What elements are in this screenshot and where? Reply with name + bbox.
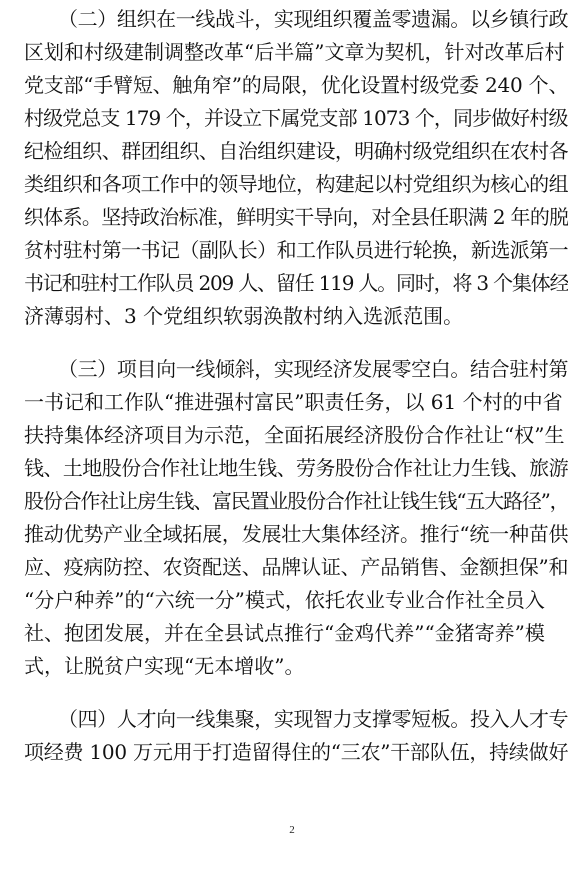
text-line: 式，让脱贫户实现“无本增收”。 (24, 654, 305, 678)
page-number: 2 (289, 824, 295, 836)
text-line: 书记和驻村工作队员 209 人、留任 119 人。同时，将 3 个集体经 (24, 271, 568, 295)
text-line: 一书记和工作队“推进强村富民”职责任务，以 61 个村的中省 (24, 390, 563, 414)
text-line: 区划和村级建制调整改革“后半篇”文章为契机，针对改革后村 (24, 40, 565, 64)
text-line: 推动优势产业全域拓展，发展壮大集体经济。推行“统一种苗供 (24, 522, 568, 546)
text-line: 贫村驻村第一书记（副队长）和工作队员进行轮换，新选派第一 (24, 238, 568, 262)
text-line: 扶持集体经济项目为示范，全面拓展经济股份合作社让“权”生 (24, 423, 565, 447)
text-line: （四）人才向一线集聚，实现智力支撑零短板。投入人才专 (58, 707, 568, 731)
text-line: 济薄弱村、3 个党组织软弱涣散村纳入选派范围。 (24, 304, 464, 328)
text-line: 项经费 100 万元用于打造留得住的“三农”干部队伍，持续做好 (24, 740, 568, 764)
text-line: 股份合作社让房生钱、富民置业股份合作社让钱生钱“五大路径”， (24, 489, 568, 513)
text-line: 社、抱团发展，并在全县试点推行“金鸡代养”“金猪寄养”模 (24, 621, 545, 645)
text-line: （三）项目向一线倾斜，实现经济发展零空白。结合驻村第 (58, 357, 568, 381)
text-line: 钱、土地股份合作社让地生钱、劳务股份合作社让力生钱、旅游 (24, 456, 568, 480)
text-line: 村级党总支 179 个，并设立下属党支部 1073 个，同步做好村级 (24, 106, 568, 130)
text-line: 类组织和各项工作中的领导地位，构建起以村党组织为核心的组 (24, 172, 568, 196)
text-line: 应、疫病防控、农资配送、品牌认证、产品销售、金额担保”和 (24, 555, 568, 579)
text-line: “分户种养”的“六统一分”模式，依托农业专业合作社全员入 (24, 588, 545, 612)
text-line: （二）组织在一线战斗，实现组织覆盖零遗漏。以乡镇行政 (58, 7, 568, 31)
text-line: 纪检组织、群团组织、自治组织建设，明确村级党组织在农村各 (24, 139, 568, 163)
text-line: 织体系。坚持政治标准，鲜明实干导向，对全县任职满 2 年的脱 (24, 205, 568, 229)
text-line: 党支部“手臂短、触角窄”的局限，优化设置村级党委 240 个、 (24, 73, 568, 97)
